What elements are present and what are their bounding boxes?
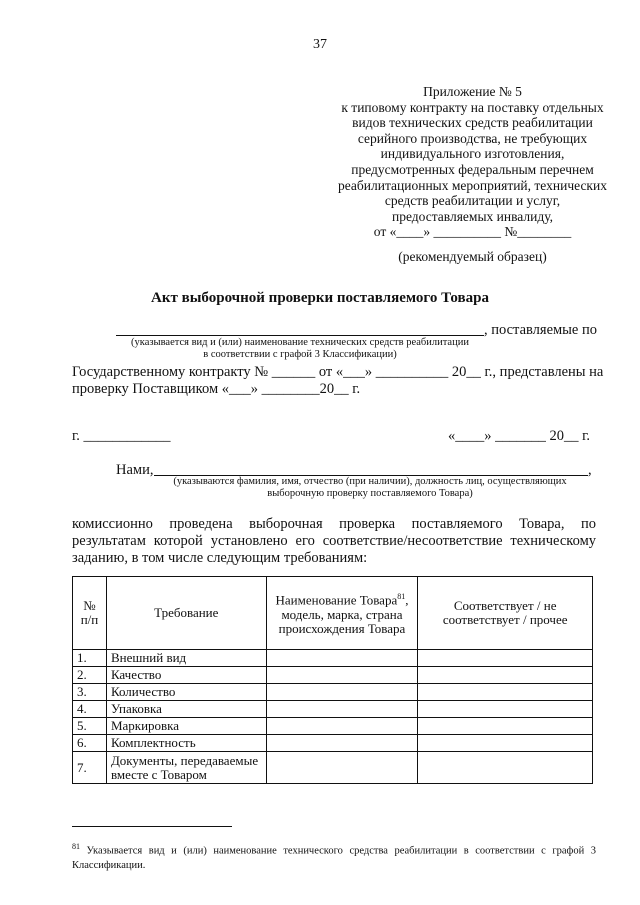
row-conformity-cell [418,701,593,718]
row-product-cell [266,650,418,667]
row-requirement: Маркировка [106,718,266,735]
footnote-text: Указывается вид и (или) наименование технического средства реабилитации в соответствии с графой 3 Классификации. [72,845,596,871]
row-product-cell [266,684,418,701]
appendix-header [330,84,615,240]
date-field: «____» _______ 20__ г. [448,428,591,444]
header-product-text: Наименование Товара [275,592,398,608]
row-conformity-cell [418,667,593,684]
supplier-line: проверку Поставщиком «___» ________20__ г. [72,381,361,397]
table-row [73,718,593,735]
table-header-row [73,577,593,650]
row-product-cell [266,667,418,684]
header-product-text-rest: , модель, марка, страна происхождения Товара [278,592,409,636]
commission-label: Нами, [116,462,154,478]
table-row [73,650,593,667]
appendix-line: к типовому контракту на поставку отдельных [341,99,604,115]
table-row [73,752,593,784]
tsr-note-line: в соответствии с графой 3 Классификации) [203,349,397,360]
row-requirement: Упаковка [106,701,266,718]
header-requirement: Требование [106,577,266,650]
row-requirement: Качество [106,667,266,684]
page-number: 37 [313,37,327,52]
appendix-line: средств реабилитации и услуг, [384,193,561,209]
row-requirement: Документы, передаваемые вместе с Товаром [106,752,266,784]
commission-note-line: выборочную проверку поставляемого Товара) [267,488,473,499]
row-number: 3. [73,684,107,701]
header-number: № п/п [73,577,107,650]
row-conformity-cell [418,650,593,667]
tsr-note [100,337,500,361]
appendix-line: реабилитационных мероприятий, технических [338,177,607,193]
row-number: 6. [73,735,107,752]
footnote [72,840,596,873]
recommended-sample-note: (рекомендуемый образец) [398,249,547,264]
appendix-line: видов технических средств реабилитации [352,115,593,131]
row-conformity-cell [418,718,593,735]
row-conformity-cell [418,752,593,784]
table-row [73,667,593,684]
footnote-mark: 81 [72,842,80,851]
document-title: Акт выборочной проверки поставляемого Товара [151,290,489,306]
requirements-table [72,576,593,784]
row-number: 1. [73,650,107,667]
row-number: 5. [73,718,107,735]
row-product-cell [266,701,418,718]
commission-note [150,476,590,500]
contract-line: Государственному контракту № ______ от «___» __________ 20__ г., представлены на [72,364,604,380]
row-number: 2. [73,667,107,684]
appendix-line: Приложение № 5 [423,84,522,99]
row-requirement: Количество [106,684,266,701]
appendix-line: серийного производства, не требующих [357,130,588,146]
footnote-separator [72,826,232,827]
appendix-line: предоставляемых инвалиду, [391,208,554,224]
row-product-cell [266,752,418,784]
footnote-ref: 81 [397,592,406,602]
row-requirement: Внешний вид [106,650,266,667]
commission-comma: , [588,462,592,478]
appendix-date-line: от «____» __________ №________ [373,224,572,240]
table-row [73,684,593,701]
tsr-blank-line [116,334,484,336]
header-product [266,577,418,650]
row-number: 4. [73,701,107,718]
supplied-suffix: , поставляемые по [484,322,597,338]
row-number: 7. [73,752,107,784]
table-row [73,701,593,718]
appendix-line: индивидуального изготовления, [380,146,565,162]
appendix-line: предусмотренных федеральным перечнем [351,161,594,177]
header-conformity: Соответствует / не соответствует / прочее [418,577,593,650]
row-product-cell [266,718,418,735]
row-product-cell [266,735,418,752]
row-requirement: Комплектность [106,735,266,752]
table-row [73,735,593,752]
inspection-paragraph: комиссионно проведена выборочная проверка поставляемого Товара, по результатам которой установлено его соответствие/несоответствие техническому заданию, в том числе следующим требованиям: [72,516,596,566]
commission-note-line: (указываются фамилия, имя, отчество (при наличии), должность лиц, осуществляющих [173,476,567,487]
row-conformity-cell [418,735,593,752]
city-field: г. ____________ [72,428,171,444]
tsr-note-line: (указывается вид и (или) наименование технических средств реабилитации [131,337,469,348]
row-conformity-cell [418,684,593,701]
